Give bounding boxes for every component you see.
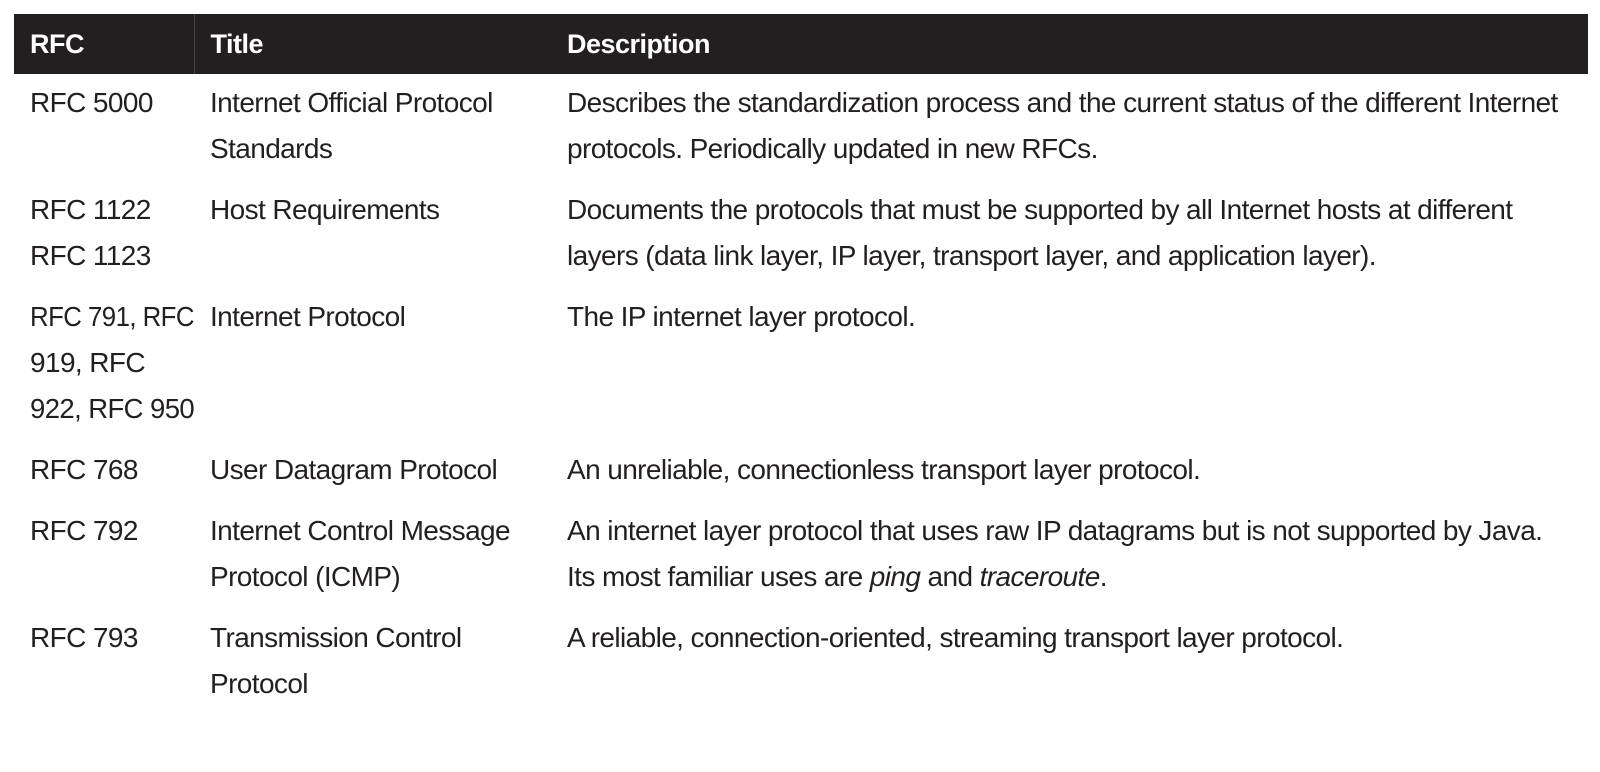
description-line: Documents the protocols that must be supported by all Internet hosts at different	[567, 194, 1513, 225]
title-line: Internet Control Message	[210, 515, 510, 546]
cell-rfc	[14, 439, 194, 500]
description-line: layers (data link layer, IP layer, transport layer, and application layer).	[567, 240, 1376, 271]
cell-title	[194, 74, 551, 179]
cell-rfc	[14, 179, 194, 286]
cell-rfc	[14, 500, 194, 607]
cell-title	[194, 607, 551, 714]
description-text: Its most familiar uses are	[567, 561, 870, 592]
table-row	[14, 74, 1588, 179]
rfc-line: RFC 5000	[30, 87, 153, 118]
column-header-title: Title	[194, 14, 551, 74]
cell-title	[194, 439, 551, 500]
description-line: protocols. Periodically updated in new RFCs.	[567, 133, 1098, 164]
title-line: Internet Protocol	[210, 301, 406, 332]
cell-rfc	[14, 74, 194, 179]
description-line: A reliable, connection-oriented, streaming transport layer protocol.	[567, 622, 1344, 653]
description-line: The IP internet layer protocol.	[567, 301, 916, 332]
description-line: An unreliable, connectionless transport layer protocol.	[567, 454, 1201, 485]
table-row	[14, 439, 1588, 500]
description-line: An internet layer protocol that uses raw IP datagrams but is not supported by Java.	[567, 515, 1543, 546]
cell-description	[551, 179, 1588, 286]
cell-rfc	[14, 286, 194, 439]
table-row	[14, 286, 1588, 439]
command-ping: ping	[869, 561, 921, 592]
title-line: User Datagram Protocol	[210, 454, 498, 485]
description-line: Describes the standardization process and the current status of the different Internet	[567, 87, 1558, 118]
rfc-line: RFC 768	[30, 454, 138, 485]
table-row	[14, 500, 1588, 607]
command-traceroute: traceroute	[979, 561, 1100, 592]
table-row	[14, 179, 1588, 286]
header-row	[14, 14, 1588, 74]
cell-rfc	[14, 607, 194, 714]
description-line	[567, 554, 1582, 600]
title-line: Standards	[210, 133, 333, 164]
rfc-line: RFC 1122	[30, 194, 151, 225]
title-line: Host Requirements	[210, 194, 440, 225]
rfc-table	[14, 14, 1588, 714]
rfc-line: RFC 793	[30, 622, 138, 653]
table-header	[14, 14, 1588, 74]
column-header-rfc: RFC	[14, 14, 194, 74]
description-text: .	[1099, 561, 1107, 592]
cell-title	[194, 286, 551, 439]
table-row	[14, 607, 1588, 714]
rfc-line: 922, RFC 950	[30, 393, 195, 424]
rfc-line: 919, RFC	[30, 347, 146, 378]
rfc-line: RFC 1123	[30, 240, 151, 271]
cell-title	[194, 500, 551, 607]
title-line: Transmission Control	[210, 622, 462, 653]
column-header-description: Description	[551, 14, 1588, 74]
cell-description	[551, 74, 1588, 179]
cell-description	[551, 286, 1588, 439]
cell-description	[551, 607, 1588, 714]
title-line: Internet Official Protocol	[210, 87, 493, 118]
table-body	[14, 74, 1588, 714]
description-text: and	[920, 561, 980, 592]
cell-title	[194, 179, 551, 286]
cell-description	[551, 500, 1588, 607]
rfc-line: RFC 791, RFC	[30, 301, 194, 332]
title-line: Protocol	[210, 668, 308, 699]
cell-description	[551, 439, 1588, 500]
rfc-line: RFC 792	[30, 515, 138, 546]
title-line: Protocol (ICMP)	[210, 561, 401, 592]
